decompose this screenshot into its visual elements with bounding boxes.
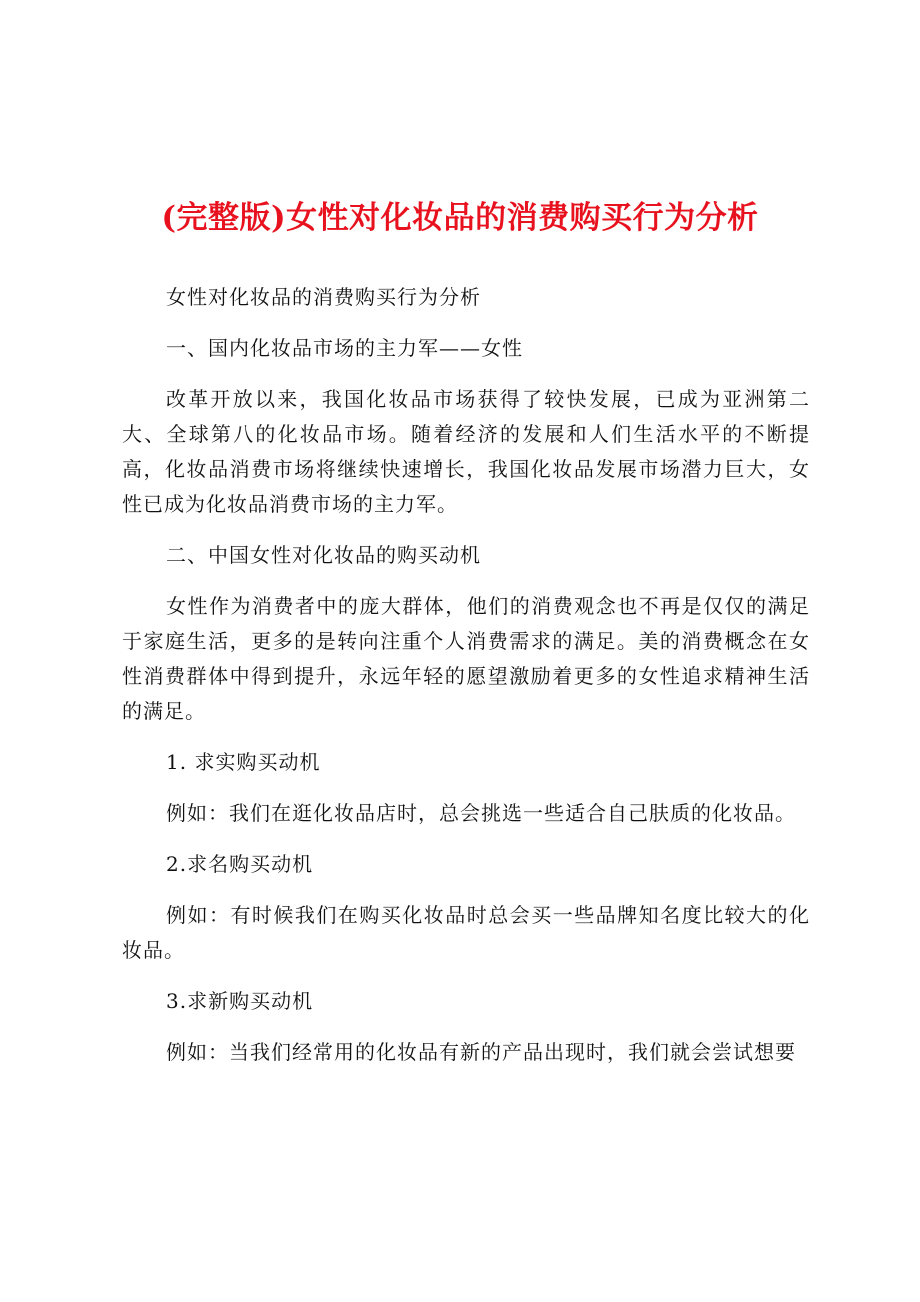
motive-heading-3: 3.求新购买动机 bbox=[166, 989, 314, 1013]
motive-heading-1: 1. 求实购买动机 bbox=[166, 750, 321, 774]
example-2: 例如：有时候我们在购买化妆品时总会买一些品牌知名度比较大的化妆品。 bbox=[122, 903, 810, 962]
document-body bbox=[122, 280, 810, 1086]
example-3: 例如：当我们经常用的化妆品有新的产品出现时，我们就会尝试想要 bbox=[166, 1040, 796, 1064]
section-subtitle: 女性对化妆品的消费购买行为分析 bbox=[166, 285, 481, 309]
paragraph-market: 改革开放以来，我国化妆品市场获得了较快发展，已成为亚洲第二大、全球第八的化妆品市场。随着经济的发展和人们生活水平的不断提高，化妆品消费市场将继续快速增长，我国化妆品发展市场潜力巨大，女性已成为化妆品消费市场的主力军。 bbox=[122, 387, 810, 516]
section-heading-2: 二、中国女性对化妆品的购买动机 bbox=[166, 543, 481, 567]
paragraph-motivation: 女性作为消费者中的庞大群体，他们的消费观念也不再是仅仅的满足于家庭生活，更多的是转向注重个人消费需求的满足。美的消费概念在女性消费群体中得到提升，永远年轻的愿望激励着更多的女性追求精神生活的满足。 bbox=[122, 594, 810, 723]
document-title: (完整版)女性对化妆品的消费购买行为分析 bbox=[161, 200, 759, 236]
example-1: 例如：我们在逛化妆品店时，总会挑选一些适合自己肤质的化妆品。 bbox=[166, 801, 796, 825]
section-heading-1: 一、国内化妆品市场的主力军——女性 bbox=[166, 336, 523, 360]
motive-heading-2: 2.求名购买动机 bbox=[166, 852, 314, 876]
